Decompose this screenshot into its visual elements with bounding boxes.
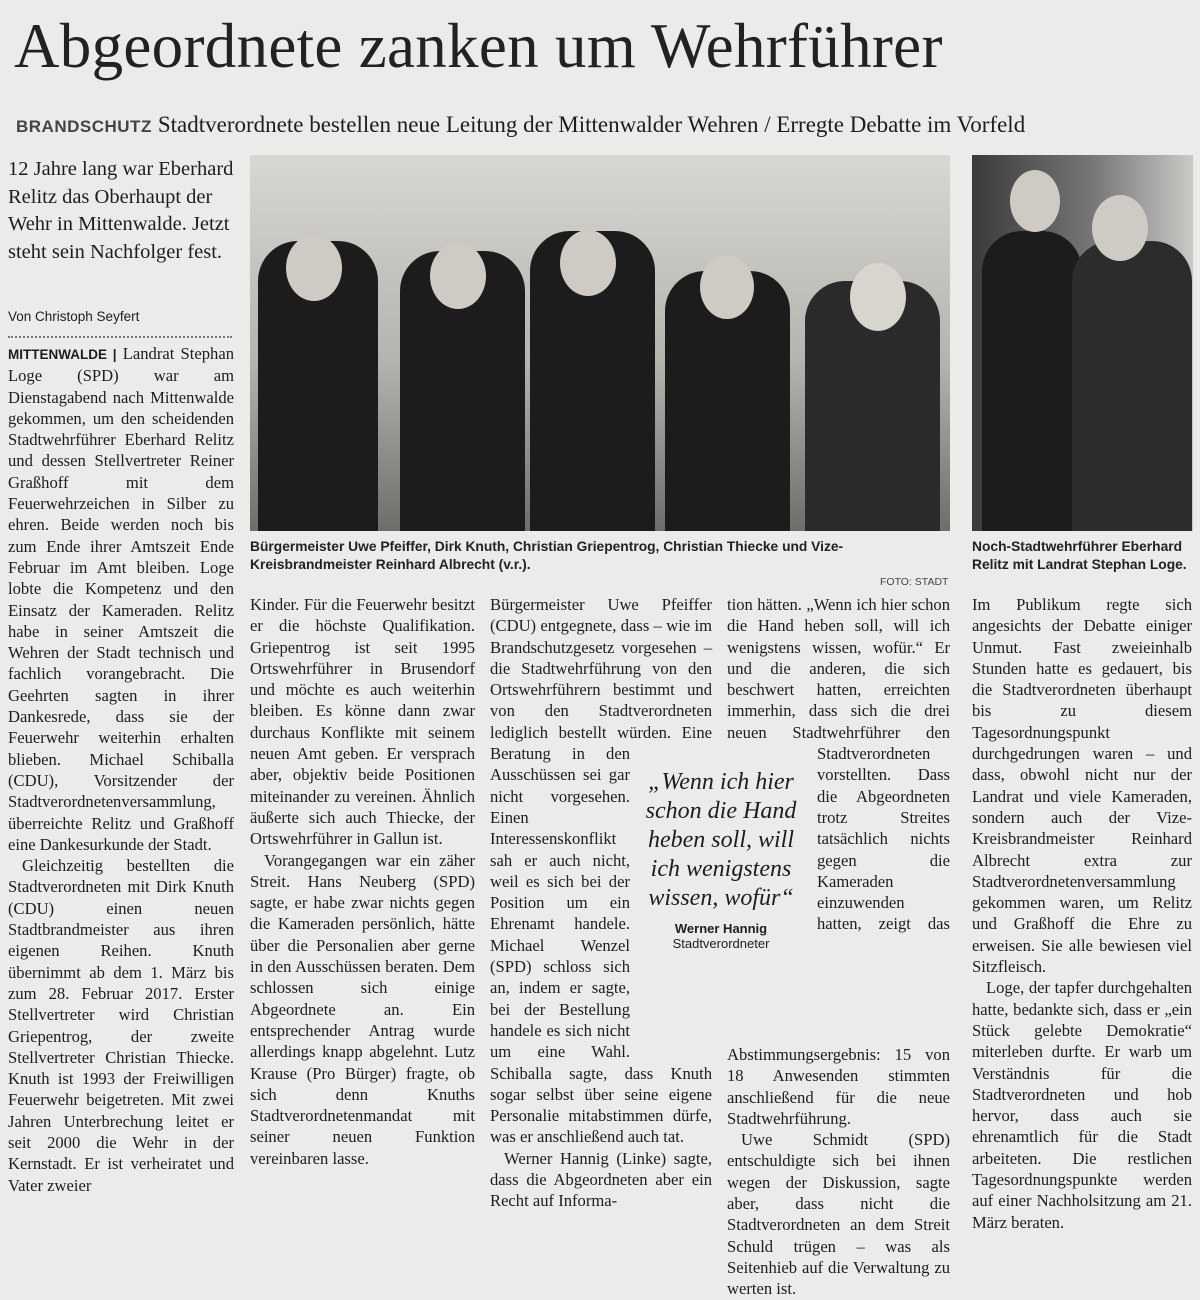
headline: Abgeordnete zanken um Wehrführer [14, 11, 943, 81]
dateline: MITTENWALDE | [8, 347, 117, 362]
byline: Von Christoph Seyfert [8, 306, 232, 338]
paragraph: Vorangegangen war ein zäher Streit. Hans Neuberg (SPD) sagte, er habe zwar nichts gegen die Kameraden persönlich, hätte über die Personalien aber gerne in den Ausschüssen beraten. Dem schlossen sich einige Abgeordnete an. Ein entsprechender Antrag wurde allerdings knapp abgelehnt. Lutz Krause (Pro Bürger) fragte, ob sich denn Knuths Stadtverordnetenmandat mit seiner neuen Funktion vereinbaren lasse. [250, 850, 475, 1168]
quote-text: „Wenn ich hier schon die Hand heben soll, will ich wenigstens wissen, wofür“ [645, 769, 797, 911]
quote-author: Werner Hannig [674, 921, 768, 936]
paragraph: Kinder. Für die Feuerwehr besitzt er die höchste Qualifikation. Griepentrog ist seit 1995 Ortswehrführer in Brusendorf und möchte es auch weiterhin bleiben. Es könne dann zwar durchaus Konflikte mit seinem neuen Amt geben. Er versprach aber, objektiv beide Positionen miteinander zu vereinen. Ähnlich äußerte sich auch Thiecke, der Ortswehrführer in Gallun ist. [250, 595, 475, 849]
article-column-1 [8, 343, 234, 1196]
paragraph: Bürgermeister Uwe Pfeiffer (CDU) entgegnete, dass – wie im Brandschutzgesetz vorgesehen – die Stadtwehrführung von den Ortswehrführern bestimmt und von den Stadtverordneten lediglich bestellt würden. Eine Beratung in den Ausschüssen sei gar nicht vorgesehen. Einen Interessenskonflikt sah er auch nicht, weil es sich bei der Position um ein Ehrenamt handele. Michael Wenzel (SPD) schloss sich an, indem er sagte, bei der Bestellung handele es sich nicht um eine Wahl. Schiballa sagte, dass Knuth sogar selbst über seine eigene Personalie mitabstimmen dürfe, was er anschließend auch tat. [490, 595, 712, 1147]
subheadline-row [16, 108, 1025, 144]
photo-caption: Bürgermeister Uwe Pfeiffer, Dirk Knuth, Christian Griepentrog, Christian Thiecke und Vize-Kreisbrandmeister Reinhard Albrecht (v.r.). [250, 539, 844, 572]
paragraph: Werner Hannig (Linke) sagte, dass die Abgeordneten aber ein Recht auf Informa- [490, 1148, 712, 1211]
paragraph: Gleichzeitig bestellten die Stadtverordneten mit Dirk Knuth (CDU) einen neuen Stadtbrandmeister aus ihren eigenen Reihen. Knuth übernimmt ab dem 1. März bis zum 28. Februar 2017. Erster Stellvertreter wird Christian Griepentrog, der zweite Stellvertreter Christian Thiecke. Knuth ist 1993 der Freiwilligen Feuerwehr beigetreten. Mit zwei Jahren Unterbrechung leitet er seit 2000 die Wehr in der Kernstadt. Er ist verheiratet und Vater zweier [8, 856, 234, 1195]
article-column-2 [250, 594, 475, 1169]
group-photo [250, 155, 950, 531]
article-column-5 [972, 594, 1192, 1233]
pull-quote [642, 768, 800, 951]
paragraph: Im Publikum regte sich angesichts der Debatte einiger Unmut. Fast zweieinhalb Stunden hatte es gedauert, bis die Stadtverordneten überhaupt bis zu diesem Tagesordnungspunkt durchgedrungen waren – und dass, obwohl nicht nur der Landrat und viele Kameraden, sondern auch der Vize-Kreisbrandmeister Reinhard Albrecht extra zur Stadtverordnetenversammlung gekommen waren, um Relitz und Graßhoff die Ehre zu erweisen. Sie alle bewiesen viel Sitzfleisch. [972, 595, 1192, 977]
quote-role: Stadtverordneter [672, 936, 770, 951]
paragraph: Uwe Schmidt (SPD) entschuldigte sich bei ihnen wegen der Diskussion, sagte aber, dass nicht die Stadtverordneten an dem Streit Schuld trügen – was als Seitenhieb auf die Verwaltung zu werten ist. [727, 1130, 950, 1299]
side-photo [972, 155, 1193, 531]
photo-credit: FOTO: STADT [880, 576, 949, 588]
side-photo-caption: Noch-Stadtwehrführer Eberhard Relitz mit Landrat Stephan Loge. [972, 539, 1187, 572]
paragraph: Loge, der tapfer durchgehalten hatte, bedankte sich, dass er „ein Stück gelebte Demokratie“ miterleben durfte. Er warb um Verständnis für die Stadtverordneten und hob hervor, dass auch sie ehrenamtlich für die Stadt arbeiteten. Die restlichen Tagesordnungspunkte werden auf einer Nachholsitzung am 21. März beraten. [972, 978, 1192, 1232]
intro-text: 12 Jahre lang war Eberhard Relitz das Oberhaupt der Wehr in Mittenwalde. Jetzt steht sein Nachfolger fest. [8, 158, 234, 263]
paragraph: Landrat Stephan Loge (SPD) war am Dienstagabend nach Mittenwalde gekommen, um den scheidenden Stadtwehrführer Eberhard Relitz und dessen Stellvertreter Reiner Graßhoff mit dem Feuerwehrzeichen in Silber zu ehren. Beide werden noch bis zum Ende ihrer Amtszeit Ende Februar im Amt bleiben. Loge lobte die Kompetenz und den Einsatz der Kameraden. Relitz habe in seiner Amtszeit die Wehren der Stadt technisch und fachlich vorangebracht. Die Geehrten sagten in ihrer Dankesrede, dass sie der Feuerwehr weiterhin erhalten blieben. Michael Schiballa (CDU), Vorsitzender der Stadtverordnetenversammlung, überreichte Relitz und Graßhoff eine Dankesurkunde der Stadt. [8, 344, 234, 854]
kicker: BRANDSCHUTZ [16, 117, 152, 136]
paragraph: tion hätten. „Wenn ich hier schon die Hand heben soll, will ich wenigstens wissen, wofür.“ Er und die anderen, die sich beschwert hatten, erreichten immerhin, dass sich die drei neuen Stadtwehrführer den Stadtverordneten vorstellten. Dass die Abgeordneten trotz Streites tatsächlich nichts gegen die Kameraden einzuwenden hatten, zeigt das Abstimmungsergebnis: 15 von 18 Anwesenden stimmten anschließend für die neue Stadtwehrführung. [727, 595, 950, 1128]
subheadline: Stadtverordnete bestellen neue Leitung der Mittenwalder Wehren / Erregte Debatte im Vorfeld [157, 112, 1026, 137]
